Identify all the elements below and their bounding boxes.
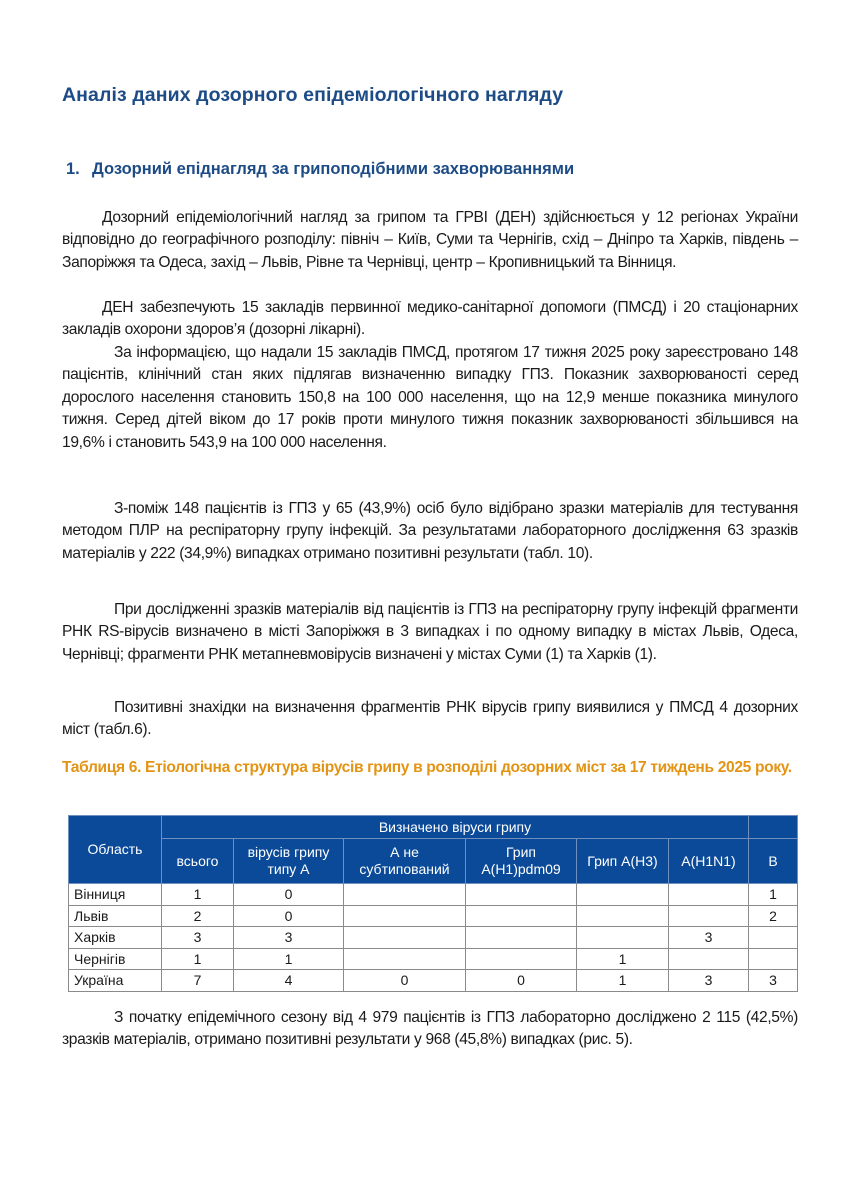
cell-h1n1: 3 [669,927,749,949]
cell-h1pdm09 [466,927,577,949]
paragraph-flu-positive [62,697,798,742]
cell-b: 1 [749,884,798,906]
cell-h3 [577,905,669,927]
paragraph-text: Дозорний епідеміологічний нагляд за грипом та ГРВІ (ДЕН) здійснюється у 12 регіонах України відповідно до географічного розподілу: північ – Київ, Суми та Чернігів, схід – Дніпро та Харків, південь – Запоріжжя та Одеса, захід – Львів, Рівне та Чернівці, центр – Кропивницький та Вінниця. [62,209,798,271]
cell-total: 2 [162,905,234,927]
cell-h3 [577,927,669,949]
cell-h3: 1 [577,970,669,992]
paragraph-facilities [62,297,798,342]
cell-h1pdm09: 0 [466,970,577,992]
cell-h1n1: 3 [669,970,749,992]
cell-total: 7 [162,970,234,992]
paragraph-incidence [62,342,798,454]
cell-region: Чернігів [69,948,162,970]
cell-a-unsubtyped [344,905,466,927]
table-caption: Таблиця 6. Етіологічна структура вірусів грипу в розподілі дозорних міст за 17 тиждень 2025 року. [62,759,792,776]
column-header-region: Область [69,816,162,884]
table-row [69,948,798,970]
cell-type-a: 0 [234,884,344,906]
cell-type-a: 0 [234,905,344,927]
cell-h1n1 [669,905,749,927]
column-group-header: Визначено віруси грипу [162,816,749,839]
cell-region: Львів [69,905,162,927]
table-row [69,905,798,927]
cell-total: 3 [162,927,234,949]
paragraph-text: З-поміж 148 пацієнтів із ГПЗ у 65 (43,9%) осіб було відібрано зразки матеріалів для тестування методом ПЛР на респіраторну групу інфекцій. За результатами лабораторного дослідження 63 зразків матеріалів у 222 (34,9%) випадках отримано позитивні результати (табл. 10). [62,500,798,562]
cell-type-a: 1 [234,948,344,970]
paragraph-regions [62,207,798,274]
paragraph-text: При дослідженні зразків матеріалів від пацієнтів із ГПЗ на респіраторну групу інфекцій фрагменти РНК RS-вірусів визначено в місті Запоріжжя в 3 випадках і по одному випадку в містах Львів, Одеса, Чернівці; фрагменти РНК метапневмовірусів визначені у містах Суми (1) та Харків (1). [62,601,798,663]
cell-b: 3 [749,970,798,992]
column-header-a-unsubtyped: А не субтипований [344,839,466,884]
cell-region: Харків [69,927,162,949]
cell-h1pdm09 [466,948,577,970]
paragraph-text: Позитивні знахідки на визначення фрагментів РНК вірусів грипу виявилися у ПМСД 4 дозорних міст (табл.6). [62,699,798,739]
cell-h1pdm09 [466,905,577,927]
section-title: Дозорний епіднагляд за грипоподібними захворюваннями [92,160,575,178]
column-header-h1n1: A(H1N1) [669,839,749,884]
paragraph-text: За інформацією, що надали 15 закладів ПМСД, протягом 17 тижня 2025 року зареєстровано 148 пацієнтів, клінічний стан яких підлягав визначенню випадку ГПЗ. Показник захворюваності серед дорослого населення становить 150,8 на 100 000 населення, що на 12,9 менше показника минулого тижня. Серед дітей віком до 17 років проти минулого тижня показник захворюваності збільшився на 19,6% і становить 543,9 на 100 000 населення. [62,344,798,451]
flu-etiology-table [68,815,798,992]
column-header-type-a: вірусів грипу типу А [234,839,344,884]
cell-total: 1 [162,948,234,970]
cell-h3: 1 [577,948,669,970]
paragraph-season-summary [62,1007,798,1052]
cell-h3 [577,884,669,906]
paragraph-text: ДЕН забезпечують 15 закладів первинної медико-санітарної допомоги (ПМСД) і 20 стаціонарних закладів охорони здоров’я (дозорні лікарні). [62,299,798,339]
cell-region: Вінниця [69,884,162,906]
column-header-h1pdm09: Грип A(H1)pdm09 [466,839,577,884]
column-header-total: всього [162,839,234,884]
table-row [69,884,798,906]
cell-region: Україна [69,970,162,992]
cell-a-unsubtyped [344,948,466,970]
paragraph-rna-findings [62,599,798,666]
cell-h1n1 [669,884,749,906]
cell-h1pdm09 [466,884,577,906]
cell-a-unsubtyped [344,884,466,906]
cell-a-unsubtyped [344,927,466,949]
column-header-h3: Грип А(H3) [577,839,669,884]
cell-total: 1 [162,884,234,906]
table-row-total [69,970,798,992]
paragraph-samples [62,498,798,565]
cell-a-unsubtyped: 0 [344,970,466,992]
cell-type-a: 4 [234,970,344,992]
cell-b [749,927,798,949]
cell-h1n1 [669,948,749,970]
column-header-blank [749,816,798,839]
column-header-b: В [749,839,798,884]
section-heading [66,160,574,179]
cell-b: 2 [749,905,798,927]
cell-b [749,948,798,970]
section-number: 1. [66,160,80,178]
table-row [69,927,798,949]
paragraph-text: З початку епідемічного сезону від 4 979 пацієнтів із ГПЗ лабораторно досліджено 2 115 (42,5%) зразків матеріалів, отримано позитивні результати у 968 (45,8%) випадках (рис. 5). [62,1009,798,1049]
document-title: Аналіз даних дозорного епідеміологічного нагляду [62,84,564,106]
cell-type-a: 3 [234,927,344,949]
